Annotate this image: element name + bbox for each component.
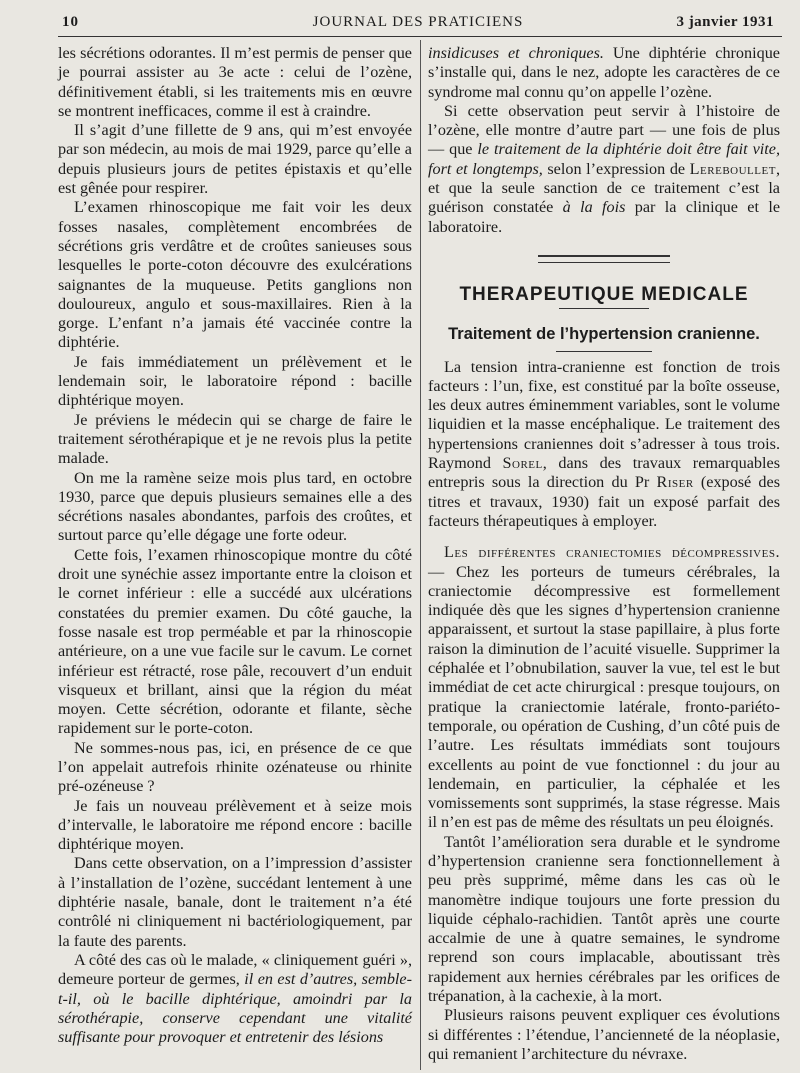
article-title: Traitement de l’hypertension cranienne. [448,325,760,344]
paragraph: Je fais un nouveau prélèvement et à seize mois d’intervalle, le laboratoire me répond encore : bacille diphtérique moyen. [58,796,412,854]
author-name: Riser [656,473,694,492]
paragraph: Il s’agit d’une fillette de 9 ans, qui m’est envoyée par son médecin, au mois de mai 1929, parce qu’elle a depuis plusieurs jours de petites épistaxis et qu’elle est gênée pour respirer. [58,121,412,198]
right-column [428,44,780,1064]
paragraph: Plusieurs raisons peuvent expliquer ces évolutions si différentes : l’étendue, l’ancienneté de la néoplasie, qui remanient l’architecture du névraxe. [428,1006,780,1063]
section-rule [559,308,649,309]
author-name: Lereboullet [689,159,776,178]
spacer [428,531,780,543]
text-run: , et que la seule sanction de ce traitement c’est la guérison constatée [428,159,780,217]
journal-title: JOURNAL DES PRATICIENS [312,14,524,30]
paragraph: On me la ramène seize mois plus tard, en octobre 1930, parce que depuis plusieurs semaines elle a des sécrétions nasales abondantes, parfois des croûtes, et surtout parce qu’elle dégage une forte odeur. [58,468,412,545]
article-rule [556,351,652,352]
italic-run: il en est d’autres, semble-t-il, où le bacille diphtérique, amoindri par la sérothérapie, conserve cependant une vitalité suffisante pour provoquer et entretenir des lésions [58,970,412,1047]
paragraph [428,358,780,532]
paragraph: Je préviens le médecin qui se charge de faire le traitement sérothérapique et je ne revois plus la petite malade. [58,410,412,468]
left-column [58,44,412,1047]
issue-date: 3 janvier 1931 [676,14,774,30]
paragraph: Tantôt l’amélioration sera durable et le syndrome d’hypertension cranienne sera fonctionnellement à peu près supprimé, même dans les cas où le manomètre indique toujours une forte pression du liquide céphalo-rachidien. Tantôt après une courte accalmie de une à quatre semaines, le syndrome reprend son cours implacable, aboutissant très rapidement aux hernies cérébrales par les orifices de trépanation, à la cachexie, à la mort. [428,832,780,1006]
paragraph: Dans cette observation, on a l’impression d’assister à l’installation de l’ozène, succédant lentement à une diphtérie nasale, banale, dont le traitement n’a été contrôlé ni cliniquement ni bactériologiquement, par la faute des parents. [58,854,412,950]
paragraph [428,102,780,237]
text-run: par la clinique et le laboratoire. [428,198,780,236]
author-name: Sorel [502,454,543,473]
paragraph: Cette fois, l’examen rhinoscopique montre du côté droit une synéchie assez importante entre la cloison et le cornet inférieur : elle a succédé aux ulcérations constatées du premier examen. Du côté gauche, la fosse nasale est trop perméable et par la rhinoscopie antérieure, on a une vue facile sur le cavum. Le cornet inférieur est rétracté, rose pâle, recouvert d’un enduit visqueux et brillant, ainsi que la région du méat moyen. Cette sécrétion, odorante et filante, sèche rapidement sur le porte-coton. [58,545,412,738]
italic-run: insidicuses et chroniques. [428,44,604,62]
italic-run: à la fois [562,198,626,217]
text-run: (exposé des titres et travaux, 1930) fait un exposé parfait des facteurs thérapeutiques à employer. [428,473,781,530]
text-run: Si cette observation peut servir à l’histoire de l’ozène, elle montre d’autre part — une fois de plus — que [428,101,780,159]
text-run: — Chez les porteurs de tumeurs cérébrales, la craniectomie décompressive est formellement indiquée dès que les signes d’hypertension cranienne apparaissent, et surtout la stase papillaire, à plus forte raison la diminution de l’acuité visuelle. Supprimer la céphalée et l’obnubilation, sauver la vue, tel est le but immédiat de cet acte chirurgical : presque toujours, on pratique la craniectomie latérale, fronto-pariéto-temporale, ou opération de Cushing, d’un côté puis de l’autre. Les résultats immédiats sont toujours excellents au point de vue fonctionnel : du jour au lendemain, en particulier, la céphalée et les vomissements sont supprimés, la stase régresse. Mais il n’en est pas de même des résultats un peu éloignés. [428,562,780,832]
section-title: THERAPEUTIQUE MEDICALE [459,283,749,305]
text-run: selon l’expression de [542,159,690,178]
paragraph [58,951,412,1047]
paragraph [428,543,780,832]
text-run: A côté des cas où le malade, « cliniquement guéri », demeure porteur de germes, [58,950,412,989]
paragraph: Je fais immédiatement un prélèvement et le lendemain soir, le laboratoire répond : bacille diphtérique moyen. [58,352,412,410]
section-ornament [538,255,670,263]
text-run: , dans des travaux remarquables entrepris sous la direction du Pr [428,454,781,492]
paragraph-lead: Les différentes craniectomies décompressives. [444,543,780,562]
paragraph [428,44,780,102]
header-rule [58,36,782,37]
paragraph: Ne sommes-nous pas, ici, en présence de ce que l’on appelait autrefois rhinite ozénateuse ou rhinite pré-ozéneuse ? [58,738,412,796]
column-divider [420,40,421,1070]
page-header [62,14,774,36]
text-run: La tension intra-cranienne est fonction de trois facteurs : l’un, fixe, est constitué par la boîte osseuse, les deux autres éminemment variables, sont le volume liquidien et la masse encéphalique. Le traitement des hypertensions craniennes doit s’adresser à tous trois. Raymond [428,357,780,473]
paragraph: L’examen rhinoscopique me fait voir les deux fosses nasales, complètement encombrées de sécrétions gris verdâtre et de croûtes sanieuses sous lesquelles le porte-coton découvre des exulcérations saignantes de la muqueuse. Petits ganglions non douloureux, angulo et sous-maxillaires. Rien à la gorge. L’enfant n’a jamais été vaccinée contre la diphtérie. [58,198,412,352]
italic-run: le traitement de la diphtérie doit être fait vite, fort et longtemps, [428,140,781,178]
text-run: Une diphtérie chronique s’installe qui, dans le nez, adopte les caractères de ce syndrome mal connu qu’on appelle l’ozène. [428,44,780,101]
paragraph: les sécrétions odorantes. Il m’est permis de penser que je pourrai assister au 3e acte : celui de l’ozène, définitivement établi, si les traitements mis en œuvre se montrent inefficaces, comme il est à craindre. [58,44,412,120]
page-number: 10 [62,14,79,30]
